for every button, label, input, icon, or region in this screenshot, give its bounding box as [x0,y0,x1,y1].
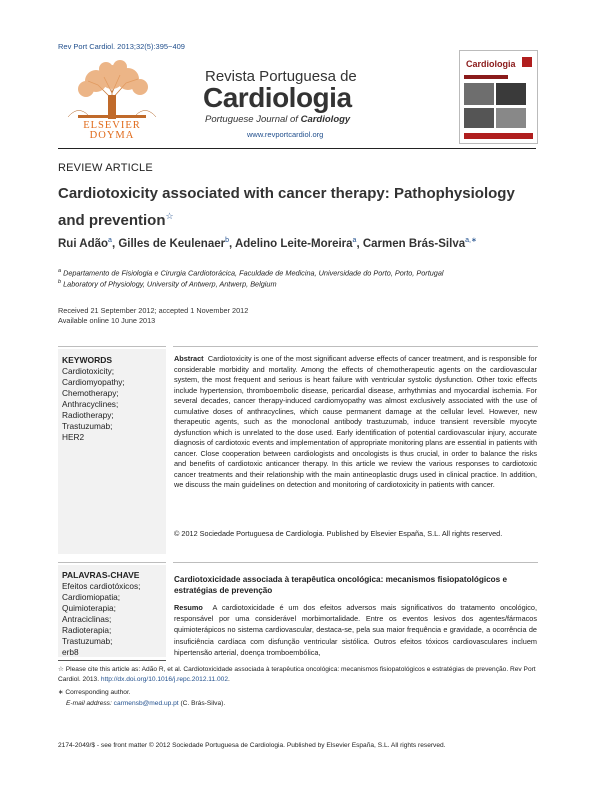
citation-footnote-mark: ☆ [58,666,64,673]
keyword-item: Anthracyclines; [62,399,119,409]
resumo-lead: Resumo [174,603,203,612]
title-footnote-mark[interactable]: ☆ [165,211,174,221]
affiliation-mark: a [58,268,62,274]
corresponding-author-note [58,688,538,698]
keyword-item: Radiotherapy; [62,410,114,420]
keyword-item: HER2 [62,432,85,442]
author-affiliation-mark[interactable]: a [352,237,357,244]
corresponding-mark: ∗ [58,689,64,696]
available-date: Available online 10 June 2013 [58,316,156,325]
email-link[interactable]: carmensb@med.up.pt [113,700,179,707]
palavras-chave-box [58,565,166,657]
resumo-top-rule [173,562,538,563]
article-title [58,183,538,232]
resumo-text: A cardiotoxicidade é um dos efeitos adversos mais significativos do tratamento oncológico, responsável por uma considerável morbimortalidade. Entre os eventos lesivos dos agentes/fármacos quimioterápicos no sistema cardiovascular, destaca-se, pela sua maior frequência e gravidade, a ocorrência de insuficiência cardíaca com disfunção ventricular sistólica. Outros efeitos tóxicos cardiovasculares incluem hipertensão arterial, doença tromboembólica, [174,603,537,657]
journal-name-english [205,114,350,125]
palavras-chave-heading: PALAVRAS-CHAVE [62,570,140,580]
front-matter-footer: 2174-2049/$ - see front matter © 2012 Sociedade Portuguesa de Cardiologia. Published by Elsevier España, S.L. All rights reserved. [58,742,446,749]
keyword-item: Cardiomyopathy; [62,377,125,387]
affiliation-mark: b [58,279,62,285]
header-divider [58,148,536,149]
doi-link[interactable]: http://dx.doi.org/10.1016/j.repc.2012.11.002 [100,675,228,683]
cover-image [460,51,537,143]
keywords-box [58,349,166,554]
abstract-lead: Abstract [174,354,204,363]
palavra-item: Trastuzumab; [62,636,113,646]
article-title-text: Cardiotoxicity associated with cancer therapy: Pathophysiology and prevention [58,185,515,229]
keywords-top-rule [58,346,166,347]
author-name: Rui Adão [58,237,109,250]
palavra-item: Radioterapia; [62,625,112,635]
abstract-paragraph [174,354,537,491]
affiliation [58,268,444,277]
journal-url-link[interactable]: www.revportcardiol.org [247,130,324,139]
journal-name-main: Cardiologia [203,82,352,113]
palavra-item: erb8 [62,647,79,657]
author-affiliation-mark[interactable]: a [108,237,112,244]
palavra-item: Quimioterapia; [62,603,116,613]
palavra-item: Cardiomiopatia; [62,592,121,602]
email-note [58,699,546,709]
palavra-item: Antraciclinas; [62,614,112,624]
author-list: Rui Adão$^a$, Gilles de Keulenaer$^b$, Adelino Leite-Moreira$^a$, Carmen Brás-Silva$^{a,∗}$ [58,237,477,250]
affiliation [58,279,277,288]
footnote-rule [58,660,166,661]
author-name: Gilles de Keulenaer [118,237,226,250]
citation-footnote: ☆ Please cite this article as: Adão R, et al. Cardiotoxicidade associada à terapêutica oncológica: mecanismos fisiopatológicos e estratégias de prevenção. Rev Port Cardiol. 2013. http://dx.doi.org/10.1016/j.repc.2012.11.002. [58,666,536,683]
email-label: E-mail address: [66,700,112,707]
keywords-heading: KEYWORDS [62,355,113,365]
email-owner: (C. Brás-Silva). [180,700,226,707]
abstract-text: Cardiotoxicity is one of the most significant adverse effects of cancer treatment, and is responsible for considerable morbidity and mortality. Among the effects of chemotherapeutic agents on the cardiovascular system, the most frequent and serious is heart failure with ventricular systolic dysfunction. Other toxic effects include hypertension, thromboembolic disease, pericardial disease, arrhythmias and myocardial ischemia. For several decades, cancer therapy-induced cardiomyopathy was almost exclusively associated with the use of cumulative doses of anthracyclines, which cause permanent damage at the cellular level. However, new therapeutic agents, such as the monoclonal antibody trastuzumab, induce transient reversible myocyte dysfunction which is unrelated to the dose used. Early identification of potential cardiovascular injury, accurate diagnosis of cardiotoxic events and implementation of appropriate monitoring plans are essential in patients with cancer. Close cooperation between cardiologists and oncologists is thus crucial, in order to balance the risks and benefits of cardiotoxic anticancer therapy. In this article we review the various responses to cardiotoxic cancer treatments and their relationship with the main antineoplastic drugs used in clinical practice. In addition, we discuss the main guidelines on detection and monitoring of cardiotoxicity in patients with cancer. [174,354,537,489]
affiliation-text: Laboratory of Physiology, University of Antwerp, Antwerp, Belgium [63,279,277,289]
article-dates [58,306,248,326]
affiliation-text: Departamento de Fisiologia e Cirurgia Cardiotorácica, Faculdade de Medicina, Universidade do Porto, Porto, Portugal [63,268,444,278]
palavra-item: Efeitos cardiotóxicos; [62,581,141,591]
journal-cover-thumbnail [459,50,538,144]
author-name: Adelino Leite-Moreira [234,237,353,250]
keyword-item: Chemotherapy; [62,388,119,398]
keyword-item: Trastuzumab; [62,421,113,431]
article-type-label: REVIEW ARTICLE [58,162,153,174]
journal-name-english-bold: Cardiology [300,114,351,125]
publisher-name-line1: ELSEVIER [83,120,141,131]
received-date: Received 21 September 2012; accepted 1 November 2012 [58,306,249,315]
portuguese-title: Cardiotoxicidade associada à terapêutica oncológica: mecanismos fisiopatológicos e estratégias de prevenção [174,575,508,595]
cover-title: Cardiologia [466,59,516,69]
journal-name-line1: Revista Portuguesa de [205,68,357,85]
corresponding-text: Corresponding author. [65,689,131,696]
author-affiliation-mark[interactable]: b [225,237,229,244]
author-name: Carmen Brás-Silva [362,237,466,250]
journal-citation[interactable]: Rev Port Cardiol. 2013;32(5):395−409 [58,42,185,51]
keyword-item: Cardiotoxicity; [62,366,115,376]
abstract-copyright: © 2012 Sociedade Portuguesa de Cardiologia. Published by Elsevier España, S.L. All rights reserved. [174,529,503,538]
resumo-paragraph [174,602,537,658]
journal-name-english-prefix: Portuguese Journal of [205,114,301,125]
abstract-top-rule [173,346,538,347]
publisher-name [58,121,166,141]
author-affiliation-mark[interactable]: a,∗ [465,237,477,244]
palavras-top-rule [58,562,166,563]
citation-footnote-text: Please cite this article as: Adão R, et al. Cardiotoxicidade associada à terapêutica oncológica: mecanismos fisiopatológicos e estratégias de prevenção. Rev Port Cardiol. 2013. [58,666,536,683]
publisher-name-line2: DOYMA [89,130,135,141]
